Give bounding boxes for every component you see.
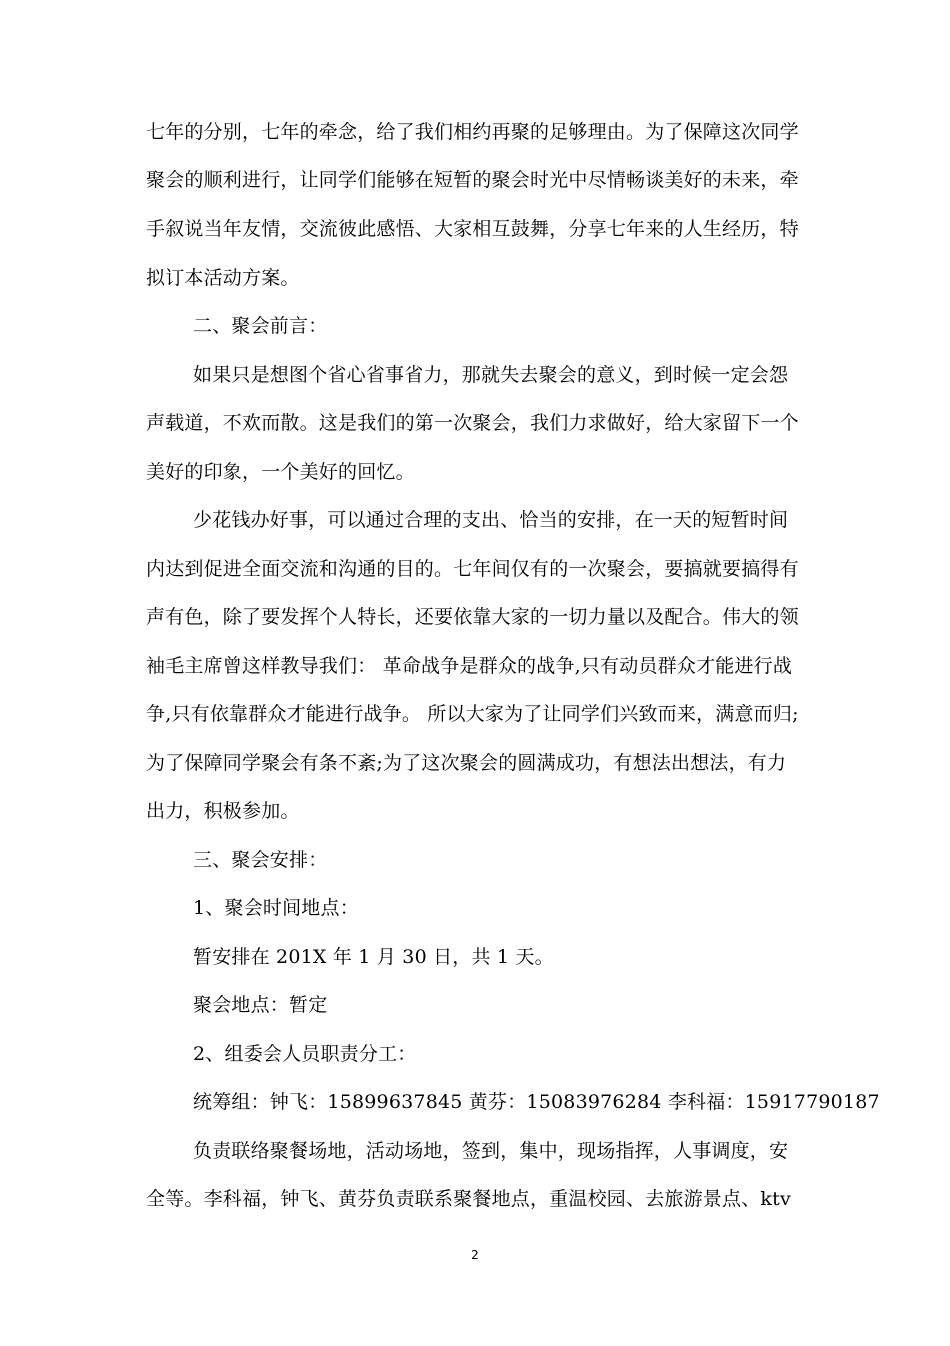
- text-line: 手叙说当年友情，交流彼此感悟、大家相互鼓舞，分享七年来的人生经历，特: [146, 218, 799, 240]
- text-line: 声有色，除了要发挥个人特长，还要依靠大家的一切力量以及配合。伟大的领: [146, 606, 799, 628]
- text-line: 聚会地点：暂定: [193, 994, 328, 1016]
- text-line: 七年的分别，七年的牵念，给了我们相约再聚的足够理由。为了保障这次同学: [146, 121, 799, 143]
- text-line: 争,只有依靠群众才能进行战争。 所以大家为了让同学们兴致而来，满意而归;: [146, 703, 799, 725]
- text-line: 聚会的顺利进行，让同学们能够在短暂的聚会时光中尽情畅谈美好的未来，牵: [146, 169, 799, 191]
- text-line: 暂安排在 201X 年 1 月 30 日，共 1 天。: [193, 946, 554, 968]
- text-line: 统筹组：钟飞：15899637845 黄芬：15083976284 李科福：15917790187: [193, 1091, 880, 1113]
- text-line: 负责联络聚餐场地，活动场地，签到，集中，现场指挥，人事调度，安: [193, 1140, 789, 1162]
- text-line: 美好的印象，一个美好的回忆。: [146, 461, 415, 483]
- text-line: 如果只是想图个省心省事省力，那就失去聚会的意义，到时候一定会怨: [193, 364, 789, 386]
- page-number: 2: [471, 1248, 479, 1262]
- section-heading: 三、聚会安排：: [193, 849, 328, 871]
- text-line: 少花钱办好事，可以通过合理的支出、恰当的安排，在一天的短暂时间: [193, 509, 789, 531]
- section-heading: 二、聚会前言：: [193, 315, 328, 337]
- text-line: 为了保障同学聚会有条不紊;为了这次聚会的圆满成功，有想法出想法，有力: [146, 752, 787, 774]
- text-line: 袖毛主席曾这样教导我们： 革命战争是群众的战争,只有动员群众才能进行战: [146, 655, 793, 677]
- subsection-heading: 1、聚会时间地点：: [193, 897, 359, 919]
- text-line: 拟订本活动方案。: [146, 267, 300, 289]
- text-line: 内达到促进全面交流和沟通的目的。七年间仅有的一次聚会，要搞就要搞得有: [146, 558, 799, 580]
- subsection-heading: 2、组委会人员职责分工：: [193, 1043, 417, 1065]
- text-line: 出力，积极参加。: [146, 800, 300, 822]
- text-line: 全等。李科福，钟飞、黄芬负责联系聚餐地点，重温校园、去旅游景点、ktv: [146, 1188, 791, 1210]
- text-line: 声载道，不欢而散。这是我们的第一次聚会，我们力求做好，给大家留下一个: [146, 412, 799, 434]
